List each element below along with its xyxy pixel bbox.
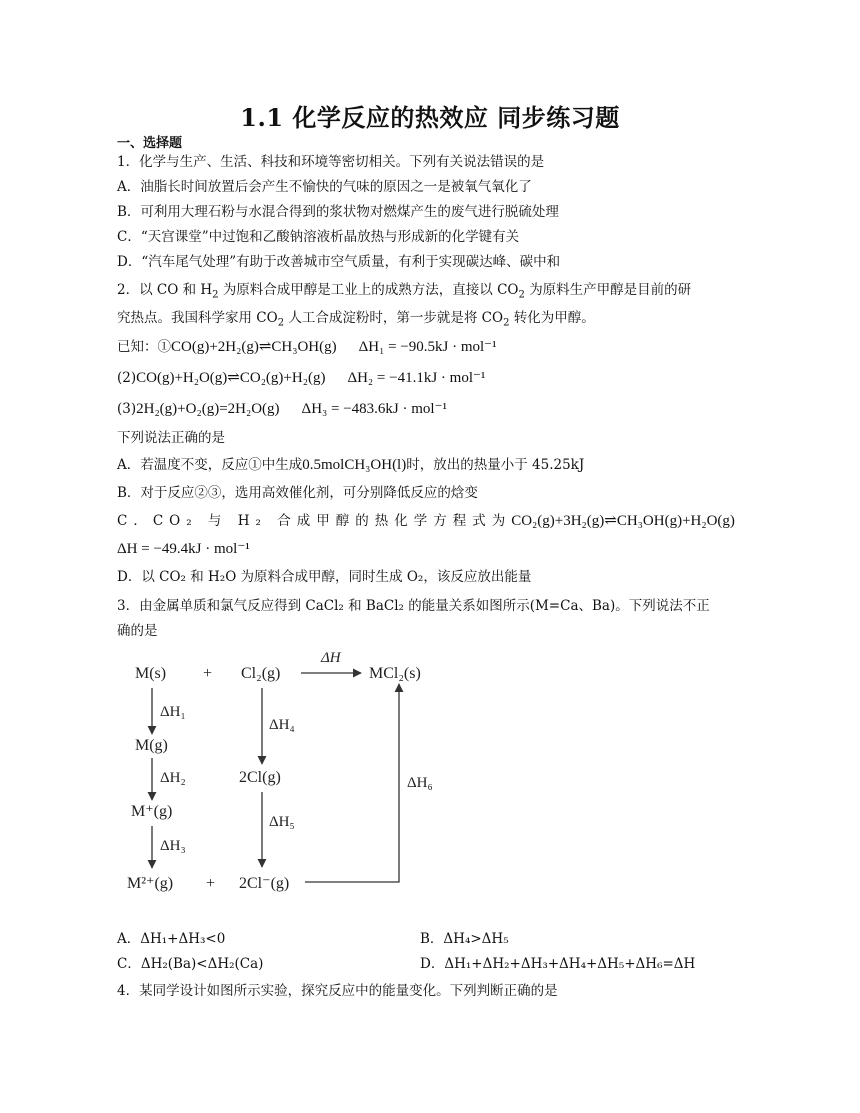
page-title: 1.1 化学反应的热效应 同步练习题 xyxy=(240,103,620,132)
label-plus-bottom: + xyxy=(206,875,216,892)
label-dh3: ΔH₃ xyxy=(160,838,186,854)
q2-eq3-label: (3) xyxy=(117,401,137,417)
q2-known-label: 已知：① xyxy=(117,339,171,355)
q2-stem-line2: 究热点。我国科学家用 $CO_2$ 人工合成淀粉时，第一步就是将 $CO_2$ 转化为甲醇。 xyxy=(117,310,595,329)
q4-stem: 4．某同学设计如图所示实验，探究反应中的能量变化。下列判断正确的是 xyxy=(117,983,558,999)
q1-option-b: B．可利用大理石粉与水混合得到的浆状物对燃煤产生的废气进行脱硫处理 xyxy=(117,204,559,220)
q3-stem: 3．由金属单质和氯气反应得到 CaCl₂ 和 BaCl₂ 的能量关系如图所示(M=Ca、Ba)。下列说法不正 xyxy=(117,598,710,614)
label-2cl-minus: 2Cl⁻(g) xyxy=(239,875,290,892)
label-m-plus: M⁺(g) xyxy=(131,803,173,820)
q2-a-math: 0.5molCH₃OH(l) xyxy=(302,457,407,473)
q2-a-part1: A．若温度不变，反应①中生成 xyxy=(117,457,303,473)
q2-stem2-part1: 究热点。我国科学家用 CO xyxy=(117,310,278,326)
label-dh2: ΔH₂ xyxy=(160,770,186,786)
label-mcl2: MCl₂(s) xyxy=(369,665,421,682)
q2-equation-3 xyxy=(117,400,447,418)
q3-option-a: A．ΔH₁+ΔH₃<0 xyxy=(117,931,226,947)
q2-eq2: CO(g)+H₂O(g)⇌CO₂(g)+H₂(g) xyxy=(136,370,326,386)
q3-option-d: D．ΔH₁+ΔH₂+ΔH₃+ΔH₄+ΔH₅+ΔH₆=ΔH xyxy=(420,956,696,972)
label-plus-top: + xyxy=(203,665,213,682)
q2-eq3: 2H₂(g)+O₂(g)=2H₂O(g) xyxy=(136,401,280,417)
q2-dh3: ΔH₃ = −483.6kJ · mol⁻¹ xyxy=(301,401,448,417)
q1-stem: 1．化学与生产、生活、科技和环境等密切相关。下列有关说法错误的是 xyxy=(117,154,545,170)
q3-stem-line2: 确的是 xyxy=(117,623,158,639)
q2-dh2: ΔH₂ = −41.1kJ · mol⁻¹ xyxy=(347,370,486,386)
label-m-solid: M(s) xyxy=(135,665,167,682)
q1-option-d: D．“汽车尾气处理”有助于改善城市空气质量，有利于实现碳达峰、碳中和 xyxy=(117,254,561,270)
q2-c-dh: ΔH = −49.4kJ · mol⁻¹ xyxy=(117,541,250,557)
label-m-gas: M(g) xyxy=(135,737,168,754)
label-dh4: ΔH₄ xyxy=(269,717,295,733)
section-heading: 一、选择题 xyxy=(117,136,183,151)
label-dh5: ΔH₅ xyxy=(269,814,295,830)
q2-stem2-part3: 转化为甲醇。 xyxy=(513,310,595,326)
q2-c-math: CO₂(g)+3H₂(g)⇌CH₃OH(g)+H₂O(g) xyxy=(511,513,735,529)
q2-stem-part2: 为原料合成甲醇是工业上的成熟方法，直接以 CO xyxy=(222,282,519,298)
q2-stem2-part2: 人工合成淀粉时，第一步就是将 CO xyxy=(288,310,504,326)
arrow-dh6 xyxy=(305,684,399,882)
q1-option-a: A．油脂长时间放置后会产生不愉快的气味的原因之一是被氧气氧化了 xyxy=(117,179,532,195)
q2-c-part1: C．CO₂ 与 H₂ 合成甲醇的热化学方程式为 xyxy=(117,513,512,529)
q2-eq2-label: (2) xyxy=(117,370,137,386)
q2-option-b: B．对于反应②③，选用高效催化剂，可分别降低反应的焓变 xyxy=(117,485,478,501)
label-m2-plus: M²⁺(g) xyxy=(127,875,174,892)
label-dh1: ΔH₁ xyxy=(160,704,186,720)
q2-stem-line1: 2．以 CO 和 $H_2$ 为原料合成甲醇是工业上的成熟方法，直接以 $CO_2$ 为原料生产甲醇是目前的研 xyxy=(117,282,692,301)
q3-option-c: C．ΔH₂(Ba)<ΔH₂(Ca) xyxy=(117,956,264,972)
q2-option-c-dh-line xyxy=(117,540,250,558)
q2-a-part2: 时，放出的热量小于 45.25kJ xyxy=(406,457,585,473)
q2-option-c xyxy=(117,512,735,530)
q2-stem-part1: 2．以 CO 和 H xyxy=(117,282,213,298)
q2-equation-1 xyxy=(117,338,497,356)
q2-dh1: ΔH₁ = −90.5kJ · mol⁻¹ xyxy=(358,339,497,355)
q2-eq1: CO(g)+2H₂(g)⇌CH₃OH(g) xyxy=(171,339,337,355)
q2-ask: 下列说法正确的是 xyxy=(117,430,225,446)
label-2cl: 2Cl(g) xyxy=(239,769,281,786)
energy-cycle-diagram xyxy=(117,640,457,902)
q2-option-d: D．以 CO₂ 和 H₂O 为原料合成甲醇，同时生成 O₂，该反应放出能量 xyxy=(117,569,532,585)
q2-stem-part3: 为原料生产甲醇是目前的研 xyxy=(529,282,692,298)
label-dh6: ΔH₆ xyxy=(407,775,433,791)
q1-option-c: C．“天宫课堂”中过饱和乙酸钠溶液析晶放热与形成新的化学键有关 xyxy=(117,229,520,245)
label-cl2: Cl₂(g) xyxy=(241,665,281,682)
label-dh: ΔH xyxy=(321,650,341,666)
q2-equation-2 xyxy=(117,369,485,387)
q3-option-b: B．ΔH₄>ΔH₅ xyxy=(420,931,509,947)
q2-option-a xyxy=(117,456,584,474)
